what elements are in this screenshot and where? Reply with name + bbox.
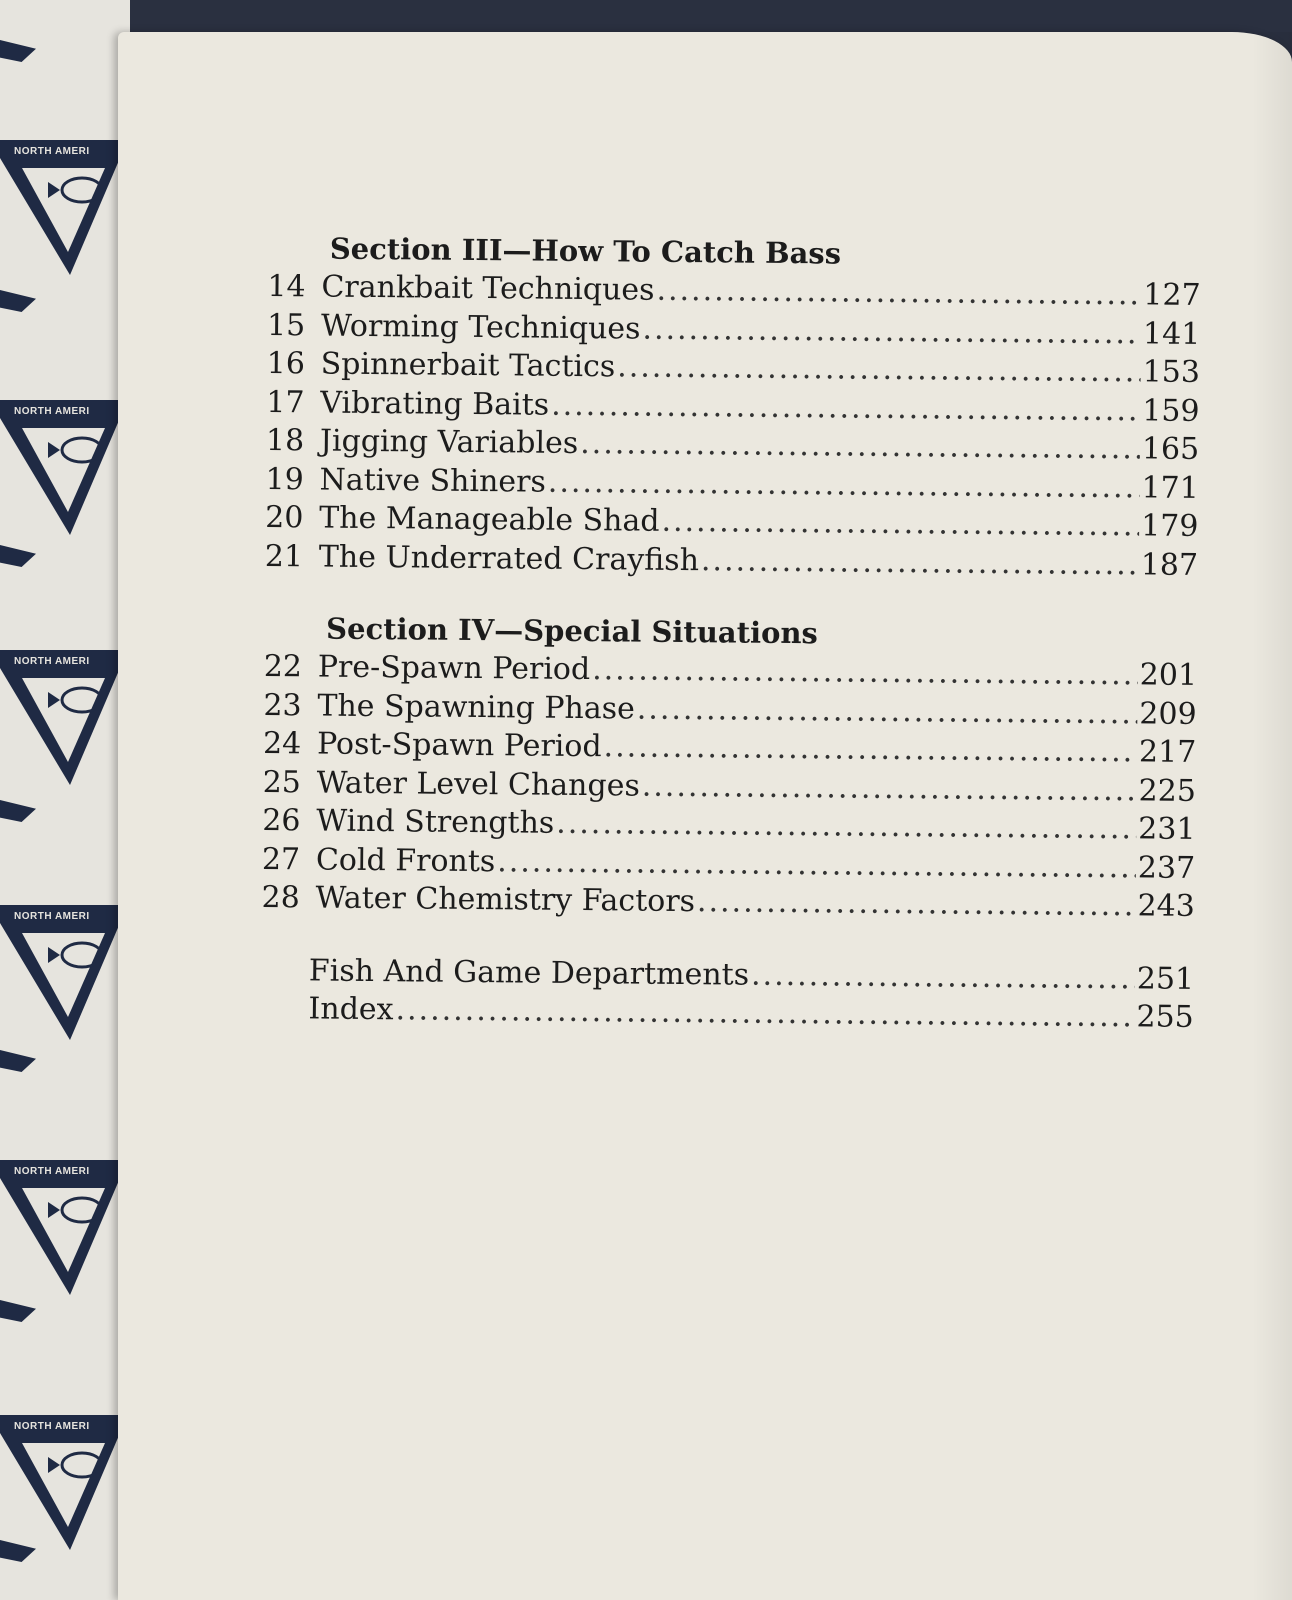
chapter-title: Water Chemistry Factors: [315, 880, 696, 920]
dot-leader: [701, 542, 1139, 585]
chapter-title: Native Shiners: [319, 462, 547, 500]
chapter-number: 20: [265, 499, 304, 536]
page-number: 217: [1138, 734, 1197, 770]
page-number: 179: [1141, 508, 1199, 544]
club-emblem-icon: [0, 1160, 120, 1300]
page-number: 237: [1137, 849, 1196, 886]
page-number: 127: [1143, 277, 1201, 313]
dot-leader: [617, 348, 1141, 392]
club-emblem-icon: [0, 650, 120, 790]
chapter-title: Spinnerbait Tactics: [320, 346, 616, 385]
dot-leader: [395, 991, 1134, 1037]
club-emblem-icon: [0, 1415, 120, 1555]
page-number: 225: [1138, 772, 1197, 809]
chapter-title: The Manageable Shad: [319, 500, 660, 539]
chapter-number: 14: [267, 268, 306, 305]
dot-leader: [580, 425, 1140, 469]
chapter-number: 27: [261, 841, 301, 877]
section-4-heading: Section IV—Special Situations: [325, 611, 819, 651]
chapter-title: Crankbait Techniques: [321, 269, 655, 308]
chapter-title: Jigging Variables: [319, 423, 579, 461]
emblem-label: NORTH AMERI: [14, 911, 90, 922]
page-number: 243: [1137, 888, 1195, 924]
page-shade: [1252, 32, 1292, 1600]
dot-leader: [592, 651, 1138, 695]
chapter-title: The Underrated Crayfish: [318, 539, 700, 578]
chapter-title: Cold Fronts: [315, 841, 496, 879]
chapter-number: 15: [266, 307, 306, 343]
page-number: 255: [1136, 999, 1194, 1035]
page-number: 231: [1138, 811, 1196, 847]
section-3-heading: Section III—How To Catch Bass: [329, 231, 842, 271]
emblem-label: NORTH AMERI: [14, 1421, 90, 1432]
chapter-title: Post-Spawn Period: [316, 726, 602, 765]
dot-leader: [556, 805, 1136, 849]
page-number: 251: [1136, 960, 1195, 997]
wing-mark-icon: [0, 545, 36, 567]
dot-leader: [697, 883, 1136, 926]
dot-leader: [497, 843, 1136, 888]
chapter-number: 28: [261, 879, 300, 916]
section-3-list: [264, 268, 1201, 585]
chapter-title: Index: [308, 991, 394, 1028]
chapter-title: Wind Strengths: [316, 803, 555, 841]
page-number: 153: [1142, 354, 1201, 390]
chapter-number: 17: [266, 384, 305, 420]
chapter-title: Pre-Spawn Period: [317, 649, 591, 688]
club-emblem-icon: [0, 140, 120, 280]
dot-leader: [661, 503, 1139, 546]
wing-mark-icon: [0, 1050, 36, 1072]
chapter-title: Water Level Changes: [316, 764, 640, 804]
emblem-label: NORTH AMERI: [14, 1166, 90, 1177]
page-number: 201: [1139, 657, 1198, 693]
page-number: 187: [1140, 546, 1199, 583]
chapter-number: 19: [265, 461, 304, 497]
section-4-list: [261, 648, 1198, 926]
chapter-number: 25: [262, 764, 302, 800]
wing-mark-icon: [0, 800, 36, 822]
table-of-contents: [260, 228, 1201, 1037]
endpaper-strip: [0, 0, 130, 1600]
chapter-number: 23: [263, 687, 302, 723]
chapter-number: 21: [264, 538, 304, 574]
chapter-number: 18: [265, 422, 305, 459]
wing-mark-icon: [0, 1300, 36, 1322]
page-number: 171: [1141, 469, 1199, 506]
chapter-number: 26: [262, 802, 301, 839]
chapter-number: 16: [266, 345, 306, 382]
dot-leader: [603, 728, 1137, 772]
page-number: 141: [1142, 315, 1201, 352]
emblem-label: NORTH AMERI: [14, 656, 90, 667]
club-emblem-icon: [0, 400, 120, 540]
chapter-number: 24: [262, 725, 302, 762]
dot-leader: [642, 310, 1141, 353]
club-emblem-icon: [0, 905, 120, 1045]
chapter-title: Fish And Game Departments: [308, 952, 750, 993]
dot-leader: [642, 767, 1137, 810]
page-number: 159: [1142, 392, 1200, 429]
emblem-label: NORTH AMERI: [14, 406, 90, 417]
dot-leader: [548, 463, 1140, 507]
chapter-title: Vibrating Baits: [320, 385, 550, 423]
dot-leader: [656, 272, 1141, 315]
dot-leader: [751, 956, 1135, 998]
wing-mark-icon: [0, 40, 36, 62]
page-number: 165: [1141, 431, 1200, 467]
emblem-label: NORTH AMERI: [14, 146, 90, 157]
chapter-title: Worming Techniques: [320, 308, 641, 347]
dot-leader: [637, 690, 1138, 733]
wing-mark-icon: [0, 290, 36, 312]
dot-leader: [551, 386, 1140, 430]
back-matter-list: [260, 951, 1195, 1037]
chapter-number: 22: [263, 648, 303, 685]
page-number: 209: [1139, 695, 1197, 732]
chapter-title: The Spawning Phase: [317, 687, 636, 727]
